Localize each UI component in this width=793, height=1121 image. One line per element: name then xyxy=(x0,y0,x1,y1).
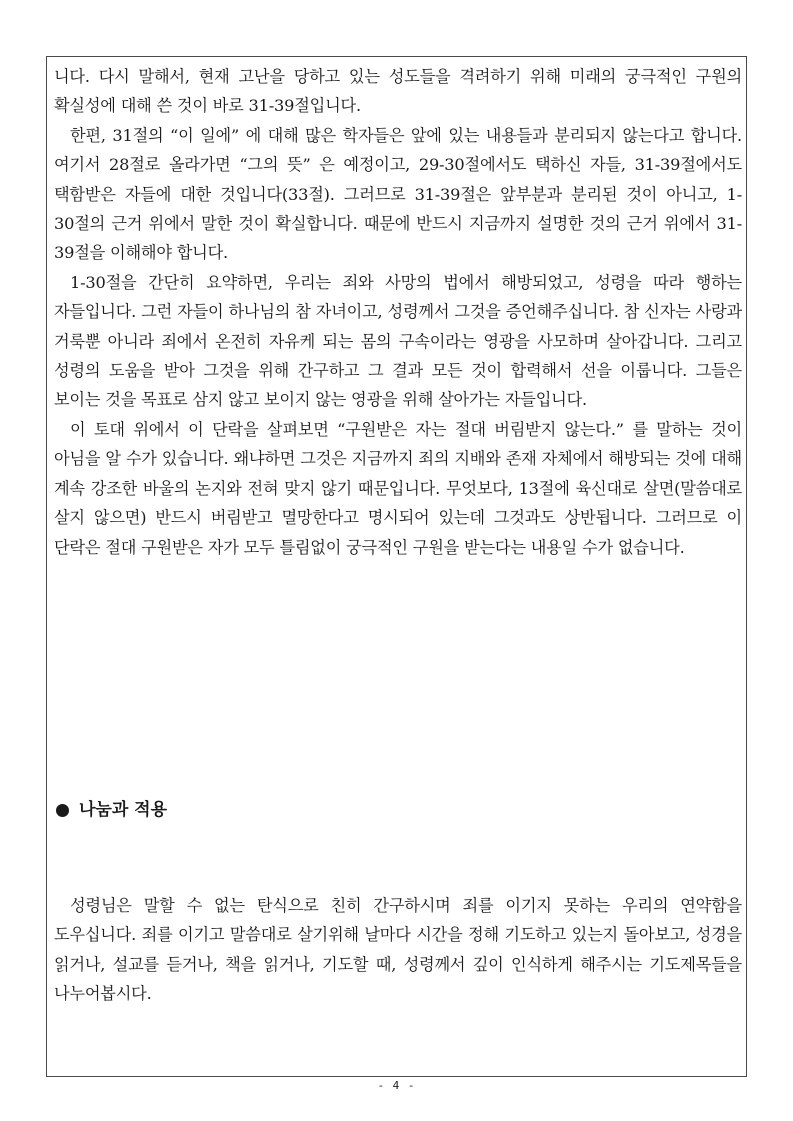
paragraph-conclusion: 이 토대 위에서 이 단락을 살펴보면 “구원받은 자는 절대 버림받지 않는다.” 를 말하는 것이 아님을 알 수가 있습니다. 왜냐하면 그것은 지금까지 죄의 지배와 존재 자체에서 해방되는 것에 대해 계속 강조한 바울의 논지와 전혀 맞지 않기 때문입니다. 무엇보다, 13절에 육신대로 살면(말씀대로 살지 않으면) 반드시 버림받고 멸망한다고 명시되어 있는데 그것과도 상반됩니다. 그러므로 이 단락은 절대 구원받은 자가 모두 틀림없이 궁극적인 구원을 받는다는 내용일 수가 없습니다. xyxy=(54,419,742,557)
paragraph-context-31: 한편, 31절의 “이 일에” 에 대해 많은 학자들은 앞에 있는 내용들과 분리되지 않는다고 합니다. 여기서 28절로 올라가면 “그의 뜻” 은 예정이고, 29-30절에서도 택하신 자들, 31-39절에서도 택함받은 자들에 대한 것입니다(33절). 그러므로 31-39절은 앞부분과 분리된 것이 아니고, 1-30절의 근거 위에서 말한 것이 확실합니다. 때문에 반드시 지금까지 설명한 것의 근거 위에서 31-39절을 이해해야 합니다. xyxy=(54,125,742,263)
section-heading-sharing xyxy=(54,797,167,823)
paragraph-sharing-application: 성령님은 말할 수 없는 탄식으로 친히 간구하시며 죄를 이기지 못하는 우리의 연약함을 도우십니다. 죄를 이기고 말씀대로 살기위해 날마다 시간을 정해 기도하고 있는지 돌아보고, 성경을 읽거나, 설교를 듣거나, 책을 읽거나, 기도할 때, 성령께서 깊이 인식하게 해주시는 기도제목들을 나누어봅시다. xyxy=(54,896,742,1004)
main-text-block xyxy=(54,62,742,562)
bullet-icon xyxy=(56,804,69,817)
page-number: - 4 - xyxy=(377,1079,416,1092)
paragraph-summary-1-30: 1-30절을 간단히 요약하면, 우리는 죄와 사망의 법에서 해방되었고, 성령을 따라 행하는 자들입니다. 그런 자들이 하나님의 참 자녀이고, 성령께서 그것을 증언해주십니다. 참 신자는 사랑과 거룩뿐 아니라 죄에서 온전히 자유케 되는 몸의 구속이라는 영광을 사모하며 살아갑니다. 그리고 성령의 도움을 받아 그것을 위해 간구하고 그 결과 모든 것이 합력해서 선을 이룹니다. 그들은 보이는 것을 목표로 삼지 않고 보이지 않는 영광을 위해 살아가는 자들입니다. xyxy=(54,272,742,410)
paragraph-continuation: 니다. 다시 말해서, 현재 고난을 당하고 있는 성도들을 격려하기 위해 미래의 궁극적인 구원의 확실성에 대해 쓴 것이 바로 31-39절입니다. xyxy=(54,67,742,116)
sharing-block xyxy=(54,891,742,1009)
section-heading-label: 나눔과 적용 xyxy=(79,800,168,820)
